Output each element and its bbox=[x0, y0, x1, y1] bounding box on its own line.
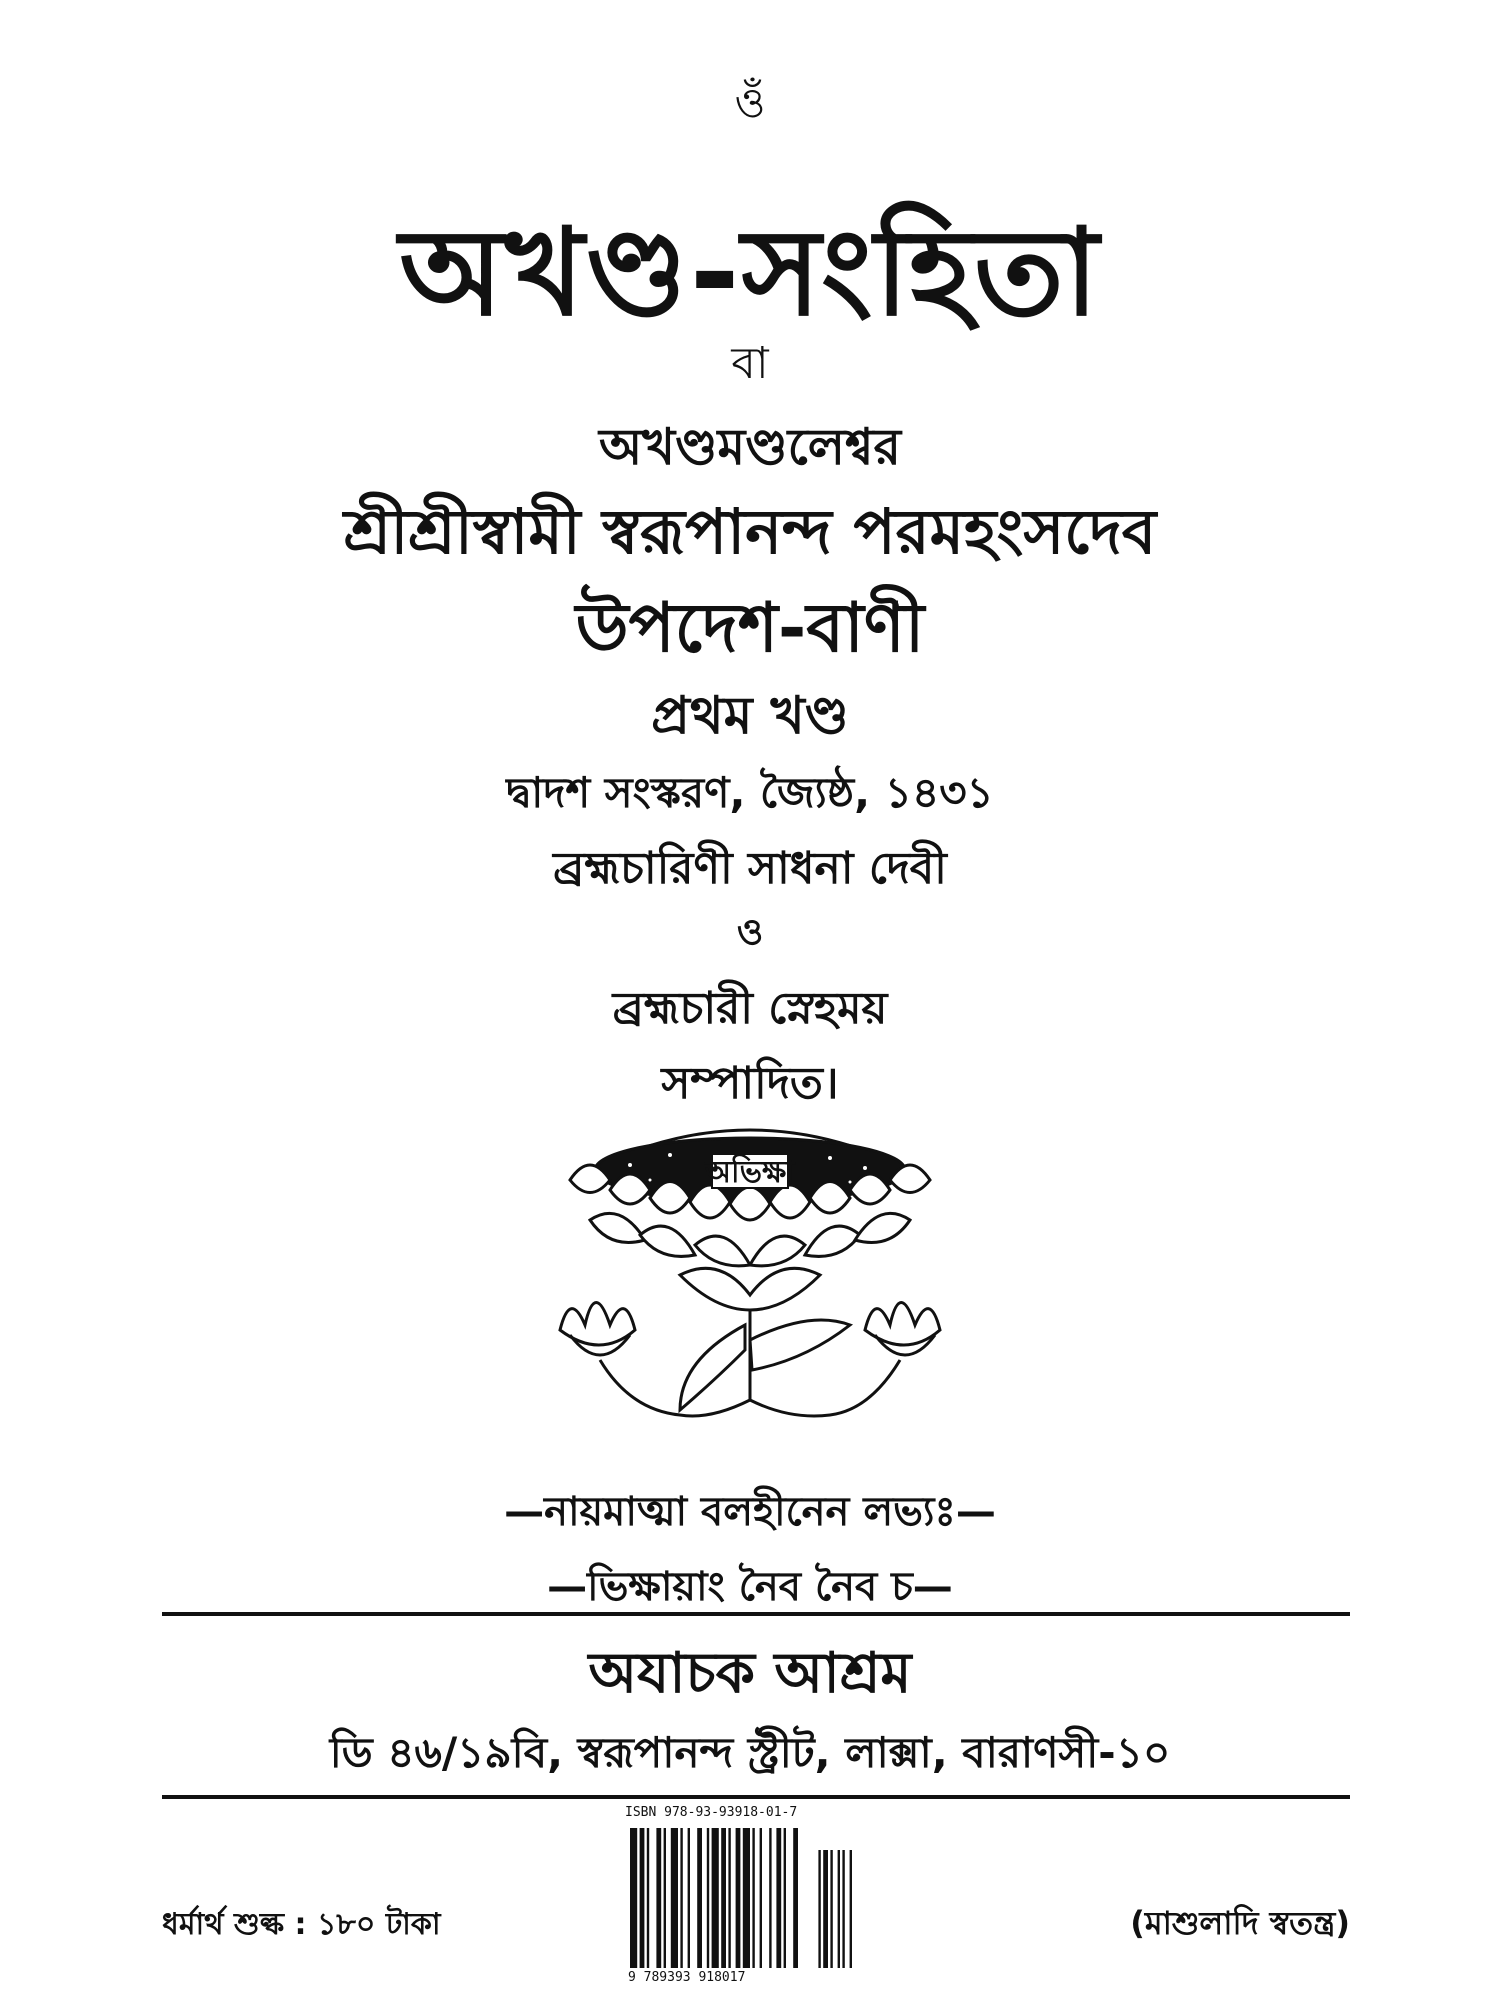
volume-label: প্রথম খণ্ড bbox=[651, 686, 849, 746]
barcode-bar bbox=[784, 1828, 786, 1968]
barcode-bar bbox=[712, 1828, 719, 1968]
publisher-address: ডি ৪৬/১৯বি, স্বরূপানন্দ স্ট্রীট, লাক্সা, বারাণসী-১০ bbox=[329, 1728, 1171, 1777]
barcode-bar bbox=[630, 1828, 637, 1968]
barcode-bar bbox=[736, 1828, 741, 1968]
barcode-icon bbox=[620, 1810, 940, 1990]
barcode-bar bbox=[776, 1828, 781, 1968]
barcode-bar bbox=[707, 1828, 709, 1968]
barcode-bar bbox=[752, 1828, 754, 1968]
editor-1: ব্রহ্মচারিণী সাধনা দেবী bbox=[553, 843, 947, 894]
price-label: ধর্মার্থ শুল্ক : ১৮০ টাকা bbox=[162, 1907, 441, 1942]
small-lotus-right bbox=[865, 1303, 940, 1356]
barcode-bar bbox=[697, 1828, 702, 1968]
barcode-bar bbox=[728, 1828, 730, 1968]
lotus-emblem-icon bbox=[530, 1110, 970, 1460]
postage-note: (মাশুলাদি স্বতন্ত্র) bbox=[1130, 1904, 1350, 1942]
om-symbol: ওঁ bbox=[734, 78, 766, 127]
barcode-bar bbox=[760, 1828, 762, 1968]
and-word: ও bbox=[736, 912, 764, 953]
barcode-bar bbox=[688, 1828, 690, 1968]
or-word: বা bbox=[731, 338, 769, 389]
barcode-bar bbox=[664, 1828, 666, 1968]
divider-top bbox=[162, 1612, 1350, 1616]
author-epithet: অখণ্ডমণ্ডলেশ্বর bbox=[598, 418, 902, 476]
barcode-addon-bar bbox=[823, 1850, 828, 1968]
barcode-bar bbox=[721, 1828, 726, 1968]
barcode-digits: 9 789393 918017 bbox=[628, 1970, 746, 1985]
book-subtitle: উপদেশ-বাণী bbox=[575, 589, 925, 668]
barcode-addon-bar bbox=[830, 1850, 832, 1968]
barcode-bar bbox=[793, 1828, 798, 1968]
isbn-text: ISBN 978-93-93918-01-7 bbox=[625, 1805, 798, 1820]
emblem-label: অভিক্ষা bbox=[705, 1155, 795, 1190]
barcode-bar bbox=[640, 1828, 645, 1968]
barcode-addon-bar bbox=[850, 1850, 852, 1968]
barcode-addon-bar bbox=[818, 1850, 820, 1968]
motto-line-1: —নায়মাত্মা বলহীনেন লভ্যঃ— bbox=[504, 1489, 996, 1535]
barcode-bar bbox=[647, 1828, 649, 1968]
barcode-bar bbox=[656, 1828, 661, 1968]
barcode-bar bbox=[743, 1828, 750, 1968]
barcode-bar bbox=[671, 1828, 678, 1968]
motto-line-2: —ভিক্ষায়াং নৈব নৈব চ— bbox=[547, 1564, 953, 1610]
editor-2: ব্রহ্মচারী স্নেহময় bbox=[612, 983, 888, 1034]
edited-label: সম্পাদিত। bbox=[661, 1058, 839, 1109]
barcode-addon-bar bbox=[842, 1850, 844, 1968]
author-name: শ্রীশ্রীস্বামী স্বরূপানন্দ পরমহংসদেব bbox=[343, 495, 1157, 568]
publisher-name: অযাচক আশ্রম bbox=[588, 1641, 912, 1706]
barcode-bar bbox=[769, 1828, 771, 1968]
edition-line: দ্বাদশ সংস্করণ, জ্যৈষ্ঠ, ১৪৩১ bbox=[506, 768, 994, 817]
small-lotus-left bbox=[560, 1303, 635, 1356]
barcode-bar bbox=[680, 1828, 682, 1968]
barcode-addon-bar bbox=[838, 1850, 840, 1968]
book-title: অখণ্ড-সংহিতা bbox=[399, 204, 1101, 343]
divider-bottom bbox=[162, 1795, 1350, 1799]
